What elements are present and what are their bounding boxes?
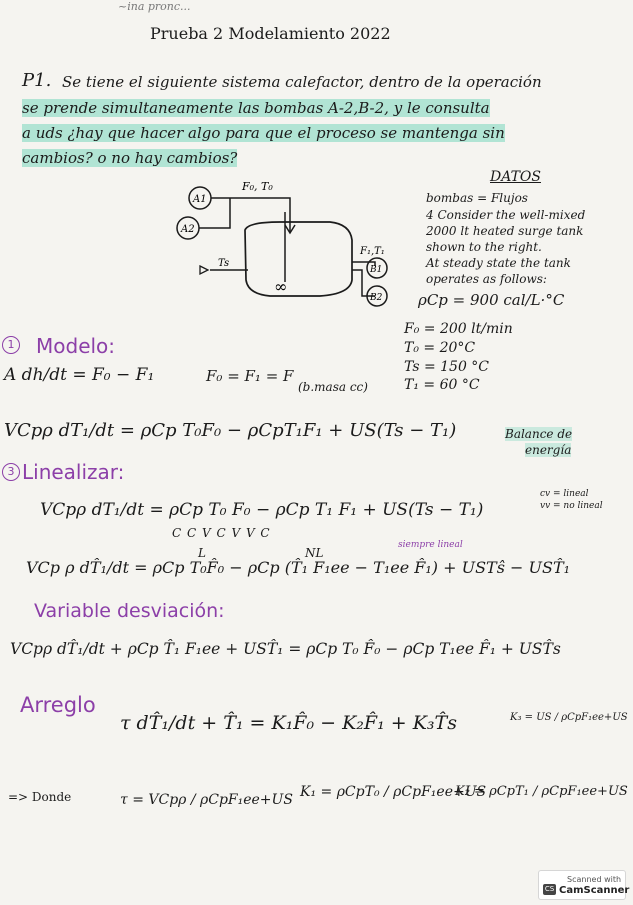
arreglo-eq: τ dT̂₁/dt + T̂₁ = K₁F̂₀ − K₂F̂₁ + K₃T̂s — [120, 712, 457, 734]
steam-label: Ts — [218, 258, 230, 269]
pump-b2-label: B2 — [370, 293, 383, 303]
inlet-label: F₀, T₀ — [242, 180, 273, 193]
problem-line-2 — [22, 99, 490, 117]
datos-t0: T₀ = 20°C — [404, 340, 476, 356]
problem-line-1: Se tiene el siguiente sistema calefactor, dentro de la operación — [62, 73, 542, 91]
section-3-number: 3 — [2, 463, 20, 481]
note-cv: cv = lineal — [540, 489, 589, 499]
datos-line-1: bombas = Flujos — [426, 191, 528, 205]
pump-a2-label: A2 — [181, 224, 195, 235]
surge-tank — [245, 222, 352, 296]
linearize-eq-1: VCpρ dT₁/dt = ρCp T₀ F₀ − ρCp T₁ F₁ + US(Ts − T₁) — [40, 500, 484, 520]
mass-equality: F₀ = F₁ = F — [206, 367, 294, 385]
energy-note-1 — [505, 427, 572, 441]
inlet-pipe — [211, 198, 290, 232]
datos-rhocp: ρCp = 900 cal/L·°C — [418, 291, 565, 309]
mass-balance: A dh/dt = F₀ − F₁ — [4, 365, 155, 385]
energy-note-2-text: energía — [525, 443, 572, 457]
donde-label: => Donde — [8, 790, 72, 804]
note-siempre-lineal: siempre lineal — [398, 540, 463, 550]
energy-note-2 — [525, 443, 571, 457]
k1-definition: K₁ = ρCpT₀ / ρCpF₁ee+US — [300, 784, 487, 800]
modelo-heading: Modelo: — [36, 334, 116, 358]
camscanner-watermark — [538, 870, 630, 900]
note-vv: vv = no lineal — [540, 501, 603, 511]
watermark-line-2: CamScanner — [559, 885, 630, 896]
section-1-number: 1 — [2, 336, 20, 354]
datos-line-3: 2000 lt heated surge tank — [426, 224, 584, 238]
nonlinear-mark: NL — [305, 546, 324, 560]
top-scrawl: ~ina pronc... — [118, 0, 191, 13]
k2-definition: K₂ = ρCpT₁ / ρCpF₁ee+US — [455, 784, 628, 799]
problem-line-3 — [22, 124, 505, 142]
problem-line-2-text: se prende simultaneamente las bombas A-2,B-2, y le consulta — [22, 99, 490, 117]
steam-valve-icon — [200, 266, 208, 274]
datos-line-2: 4 Consider the well-mixed — [426, 208, 586, 222]
datos-t1: T₁ = 60 °C — [404, 377, 480, 393]
problem-line-4 — [22, 149, 237, 167]
linear-mark: L — [198, 546, 206, 560]
camscanner-logo-icon: CS — [544, 885, 555, 893]
datos-heading: DATOS — [490, 169, 541, 185]
datos-line-6: operates as follows: — [426, 272, 547, 286]
page-title: Prueba 2 Modelamiento 2022 — [150, 24, 391, 43]
linealizar-heading: Linealizar: — [22, 460, 125, 484]
arreglo-heading: Arreglo — [20, 693, 96, 717]
energy-balance: VCpρ dT₁/dt = ρCp T₀F₀ − ρCpT₁F₁ + US(Ts − T₁) — [4, 420, 457, 441]
watermark-line-1: Scanned with — [567, 875, 622, 884]
process-diagram — [170, 170, 410, 320]
mass-note: (b.masa cc) — [298, 380, 368, 394]
problem-label: P1. — [22, 70, 52, 91]
desviacion-eq: VCpρ dT̂₁/dt + ρCp T̂₁ F₁ee + UST̂₁ = ρCp T₀ F̂₀ − ρCp T₁ee F̂₁ + UST̂s — [10, 640, 561, 658]
problem-line-4-text: cambios? o no hay cambios? — [22, 149, 238, 167]
tau-definition: τ = VCpρ / ρCpF₁ee+US — [120, 792, 293, 808]
pump-a1-label: A1 — [193, 194, 207, 205]
pump-b1-label: B1 — [370, 265, 383, 275]
datos-f0: F₀ = 200 lt/min — [404, 321, 513, 337]
agitator-symbol: ∞ — [274, 277, 288, 296]
linearize-eq-2: VCp ρ dT̂₁/dt = ρCp T₀F̂₀ − ρCp (T̂₁ F₁ee − T₁ee F̂₁) + USTŝ − UST̂₁ — [26, 558, 571, 577]
datos-line-4: shown to the right. — [426, 240, 542, 254]
k3-definition: K₃ = US / ρCpF₁ee+US — [510, 712, 628, 723]
energy-note-1-text: Balance de — [505, 427, 573, 441]
linearize-marks: C C V C V V C — [172, 526, 271, 540]
outlet-label: F₁,T₁ — [360, 246, 385, 257]
datos-line-5: At steady state the tank — [426, 256, 571, 270]
datos-ts: Ts = 150 °C — [404, 359, 490, 375]
problem-line-3-text: a uds ¿hay que hacer algo para que el proceso se mantenga sin — [22, 124, 505, 142]
desviacion-heading: Variable desviación: — [34, 600, 225, 622]
